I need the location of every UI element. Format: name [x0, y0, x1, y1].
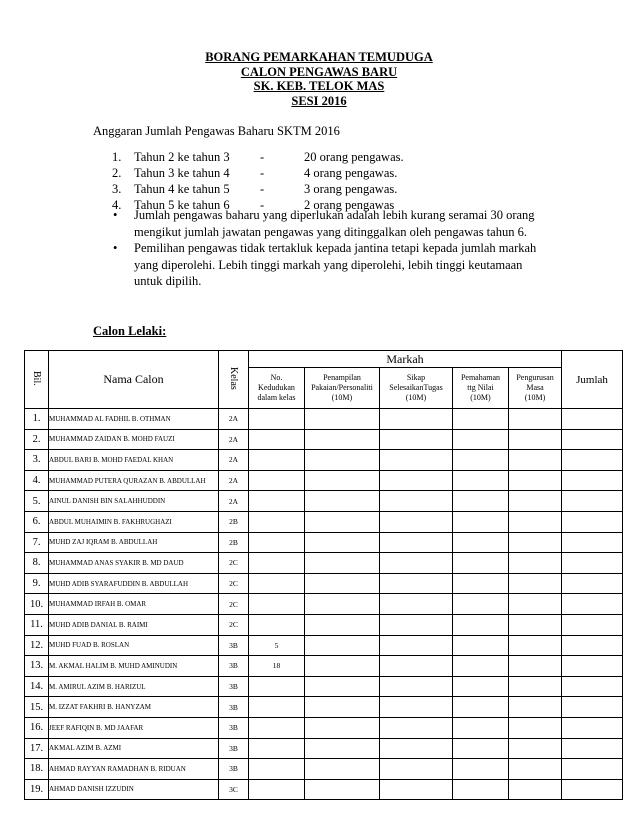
score-kedudukan [249, 429, 305, 450]
score-pemahaman [453, 779, 509, 800]
score-jumlah [562, 553, 623, 574]
candidate-class: 2C [219, 553, 249, 574]
candidate-name: M. AMIRUL AZIM B. HARIZUL [49, 676, 219, 697]
score-pengurusan [509, 573, 562, 594]
row-number: 2. [25, 429, 49, 450]
score-pemahaman [453, 409, 509, 430]
document-title [0, 50, 638, 108]
candidate-class: 2A [219, 450, 249, 471]
candidate-name: M. IZZAT FAKHRI B. HANYZAM [49, 697, 219, 718]
row-number: 16. [25, 717, 49, 738]
score-jumlah [562, 511, 623, 532]
candidate-name: AINUL DANISH BIN SALAHHUDDIN [49, 491, 219, 512]
candidate-name: AHMAD RAYYAN RAMADHAN B. RIDUAN [49, 759, 219, 780]
table-row [25, 614, 623, 635]
score-pemahaman [453, 573, 509, 594]
score-penampilan [305, 676, 380, 697]
score-jumlah [562, 697, 623, 718]
score-pengurusan [509, 635, 562, 656]
title-line-2: CALON PENGAWAS BARU [240, 64, 398, 79]
bullet-icon: • [113, 208, 118, 222]
score-pemahaman [453, 635, 509, 656]
candidate-class: 2A [219, 409, 249, 430]
table-row [25, 759, 623, 780]
row-number: 7. [25, 532, 49, 553]
title-line-3: SK. KEB. TELOK MAS [253, 79, 385, 93]
score-kedudukan [249, 779, 305, 800]
table-row [25, 738, 623, 759]
candidate-name: MUHAMMAD AL FADHIL B. OTHMAN [49, 409, 219, 430]
candidate-class: 2C [219, 594, 249, 615]
table-row [25, 594, 623, 615]
score-kedudukan [249, 450, 305, 471]
score-jumlah [562, 594, 623, 615]
score-jumlah [562, 573, 623, 594]
score-pemahaman [453, 450, 509, 471]
candidate-name: MUHD ZAJ IQRAM B. ABDULLAH [49, 532, 219, 553]
candidate-class: 2B [219, 511, 249, 532]
score-sikap [380, 594, 453, 615]
score-pemahaman [453, 429, 509, 450]
score-penampilan [305, 429, 380, 450]
score-pemahaman [453, 594, 509, 615]
row-number: 19. [25, 779, 49, 800]
score-pemahaman [453, 614, 509, 635]
table-row [25, 553, 623, 574]
score-sikap [380, 409, 453, 430]
row-number: 12. [25, 635, 49, 656]
header-pengurusan: Pengurusan Masa (10M) [509, 368, 562, 409]
score-pengurusan [509, 676, 562, 697]
score-jumlah [562, 470, 623, 491]
score-penampilan [305, 450, 380, 471]
table-row [25, 532, 623, 553]
candidate-name: MUHD ADIB DANIAL B. RAIMI [49, 614, 219, 635]
candidate-name: MUHAMMAD ZAIDAN B. MOHD FAUZI [49, 429, 219, 450]
score-jumlah [562, 656, 623, 677]
score-penampilan [305, 594, 380, 615]
score-kedudukan [249, 409, 305, 430]
score-kedudukan [249, 697, 305, 718]
table-row [25, 429, 623, 450]
score-pemahaman [453, 656, 509, 677]
row-number: 5. [25, 491, 49, 512]
candidate-class: 3B [219, 717, 249, 738]
table-row [25, 409, 623, 430]
score-penampilan [305, 779, 380, 800]
score-table [24, 350, 623, 800]
candidate-class: 3B [219, 759, 249, 780]
score-sikap [380, 511, 453, 532]
score-pemahaman [453, 470, 509, 491]
row-number: 11. [25, 614, 49, 635]
intro-text: Anggaran Jumlah Pengawas Baharu SKTM 2016 [93, 124, 340, 138]
score-sikap [380, 656, 453, 677]
score-penampilan [305, 511, 380, 532]
score-penampilan [305, 635, 380, 656]
score-sikap [380, 738, 453, 759]
table-row [25, 676, 623, 697]
row-number: 17. [25, 738, 49, 759]
score-penampilan [305, 573, 380, 594]
score-penampilan [305, 470, 380, 491]
score-sikap [380, 470, 453, 491]
score-pengurusan [509, 717, 562, 738]
candidate-class: 2C [219, 614, 249, 635]
score-pengurusan [509, 532, 562, 553]
table-row [25, 491, 623, 512]
table-row [25, 450, 623, 471]
score-pemahaman [453, 511, 509, 532]
score-pengurusan [509, 697, 562, 718]
score-pengurusan [509, 511, 562, 532]
candidate-name: AHMAD DANISH IZZUDIN [49, 779, 219, 800]
table-row [25, 697, 623, 718]
score-penampilan [305, 553, 380, 574]
header-kelas: Kelas [219, 351, 249, 409]
candidate-name: ABDUL BARI B. MOHD FAEDAL KHAN [49, 450, 219, 471]
score-penampilan [305, 491, 380, 512]
candidate-name: MUHAMMAD ANAS SYAKIR B. MD DAUD [49, 553, 219, 574]
candidate-name: MUHD FUAD B. ROSLAN [49, 635, 219, 656]
candidate-class: 2A [219, 491, 249, 512]
score-sikap [380, 532, 453, 553]
score-jumlah [562, 450, 623, 471]
row-number: 3. [25, 450, 49, 471]
row-number: 18. [25, 759, 49, 780]
header-nama-calon: Nama Calon [49, 351, 219, 409]
header-penampilan: Penampilan Pakaian/Personaliti (10M) [305, 368, 380, 409]
title-line-4: SESI 2016 [291, 93, 347, 108]
score-penampilan [305, 738, 380, 759]
score-pengurusan [509, 779, 562, 800]
score-jumlah [562, 759, 623, 780]
score-penampilan [305, 409, 380, 430]
score-pemahaman [453, 491, 509, 512]
candidate-name: MUHAMMAD IRFAH B. OMAR [49, 594, 219, 615]
score-pengurusan [509, 738, 562, 759]
score-kedudukan [249, 594, 305, 615]
score-kedudukan [249, 470, 305, 491]
score-jumlah [562, 409, 623, 430]
title-line-1: BORANG PEMARKAHAN TEMUDUGA [205, 50, 433, 64]
score-pemahaman [453, 553, 509, 574]
table-row [25, 717, 623, 738]
bullet-icon: • [113, 241, 118, 255]
score-pengurusan [509, 491, 562, 512]
score-jumlah [562, 779, 623, 800]
table-row [25, 779, 623, 800]
score-jumlah [562, 614, 623, 635]
score-sikap [380, 573, 453, 594]
score-pengurusan [509, 759, 562, 780]
score-sikap [380, 759, 453, 780]
score-pengurusan [509, 614, 562, 635]
score-penampilan [305, 697, 380, 718]
header-sikap: Sikap SelesaikanTugas (10M) [380, 368, 453, 409]
score-kedudukan [249, 491, 305, 512]
candidate-name: M. AKMAL HALIM B. MUHD AMINUDIN [49, 656, 219, 677]
score-penampilan [305, 532, 380, 553]
score-kedudukan [249, 738, 305, 759]
score-pengurusan [509, 450, 562, 471]
score-kedudukan [249, 532, 305, 553]
score-kedudukan: 18 [249, 656, 305, 677]
score-pemahaman [453, 738, 509, 759]
score-kedudukan [249, 676, 305, 697]
score-pengurusan [509, 594, 562, 615]
score-pemahaman [453, 697, 509, 718]
score-sikap [380, 676, 453, 697]
score-penampilan [305, 759, 380, 780]
score-sikap [380, 450, 453, 471]
candidate-class: 3B [219, 635, 249, 656]
row-number: 10. [25, 594, 49, 615]
score-pengurusan [509, 553, 562, 574]
score-sikap [380, 697, 453, 718]
score-sikap [380, 635, 453, 656]
table-row [25, 635, 623, 656]
table-row [25, 511, 623, 532]
score-jumlah [562, 676, 623, 697]
score-penampilan [305, 717, 380, 738]
header-pemahaman: Pemahaman ttg Nilai (10M) [453, 368, 509, 409]
score-sikap [380, 614, 453, 635]
header-markah: Markah [249, 351, 562, 368]
candidate-class: 2A [219, 429, 249, 450]
score-jumlah [562, 738, 623, 759]
candidate-class: 3B [219, 676, 249, 697]
candidate-class: 3B [219, 697, 249, 718]
candidate-class: 3B [219, 738, 249, 759]
score-jumlah [562, 491, 623, 512]
score-pemahaman [453, 676, 509, 697]
score-pemahaman [453, 532, 509, 553]
score-pengurusan [509, 656, 562, 677]
row-number: 15. [25, 697, 49, 718]
document-page: BORANG PEMARKAHAN TEMUDUGA CALON PENGAWAS BARU SK. KEB. TELOK MAS SESI 2016 Anggaran Jumlah Pengawas Baharu SKTM 2016 1. Tahun 2 ke tahun 3 - 20 orang pengawas. 2. Tahun 3 ke tahun 4 - 4 orang pengawas. 3. Tahun 4 ke tahun 5 - 3 orang pengawas. 4. Tahun 5 ke tahun 6 - 2 orang pengawas • Jumlah pengawas baharu yang diperlukan adalah lebih kurang seramai 30 orang mengikut jumlah jawatan pengawas yang ditinggalkan oleh pengawas tahun 6. • Pemilihan pengawas tidak tertakluk kepada jantina tetapi kepada jumlah markah yang diperolehi. Lebih tinggi markah yang diperolehi, lebih tinggi keutamaan untuk dipilih. Calon Lelaki: Bil. Nama Calon Kelas Markah Jumlah No. Kedudukan dalam kelas Penampilan Pakaian/Personaliti (10M) Sikap SelesaikanTugas (10M) Pemahaman ttg Nilai (10M) Pengurusan Masa (10M) 1. MUHAMMAD AL FADHIL B. OTHMAN 2A 2. MUHAMMAD ZAIDAN B. MOHD FAUZI 2A 3. ABDUL BARI B. MOHD FAEDAL KHAN 2A 4. MUHAMMAD PUTERA QURAZAN B. ABDULLAH 2A 5. AINUL DANISH BIN SALAHHUDDIN 2A 6. ABDUL MUHAIMIN B. FAKHRUGHAZI 2B 7. MUHD ZAJ IQRAM B. ABDULLAH 2B 8. MUHAMMAD ANAS SYAKIR B. MD DAUD 2C 9. MUHD ADIB SYARAFUDDIN B. ABDULLAH 2C 10. MUHAMMAD IRFAH B. OMAR 2C 11. MUHD ADIB DANIAL B. RAIMI 2C 12. MUHD FUAD B. ROSLAN 3B 5 13. M. AKMAL HALIM B. MUHD AMINUDIN 3B 18 14. M. AMIRUL AZIM B. HARIZUL 3B 15. M. IZZAT FAKHRI B. HANYZAM 3B 16. JEEF RAFIQIN B. MD JAAFAR 3B 17. AKMAL AZIM B. AZMI 3B 18. AHMAD RAYYAN RAMADHAN B. RIDUAN 3B 19. AHMAD DANISH IZZUDIN 3C [0, 0, 638, 826]
score-pemahaman [453, 717, 509, 738]
header-kedudukan: No. Kedudukan dalam kelas [249, 368, 305, 409]
candidate-name: MUHAMMAD PUTERA QURAZAN B. ABDULLAH [49, 470, 219, 491]
note-item: • Jumlah pengawas baharu yang diperlukan adalah lebih kurang seramai 30 orang mengikut jumlah jawatan pengawas yang ditinggalkan oleh pengawas tahun 6. [113, 208, 535, 239]
score-jumlah [562, 717, 623, 738]
candidate-class: 2C [219, 573, 249, 594]
score-sikap [380, 779, 453, 800]
section-heading: Calon Lelaki: [93, 324, 167, 338]
score-kedudukan: 5 [249, 635, 305, 656]
score-kedudukan [249, 717, 305, 738]
score-pengurusan [509, 429, 562, 450]
score-pengurusan [509, 470, 562, 491]
row-number: 9. [25, 573, 49, 594]
row-number: 6. [25, 511, 49, 532]
score-kedudukan [249, 573, 305, 594]
note-item: • Pemilihan pengawas tidak tertakluk kepada jantina tetapi kepada jumlah markah yang diperolehi. Lebih tinggi markah yang diperolehi, lebih tinggi keutamaan untuk dipilih. [113, 241, 537, 288]
score-sikap [380, 491, 453, 512]
row-number: 4. [25, 470, 49, 491]
score-penampilan [305, 614, 380, 635]
table-row [25, 470, 623, 491]
score-jumlah [562, 635, 623, 656]
score-kedudukan [249, 759, 305, 780]
score-pemahaman [453, 759, 509, 780]
candidate-name: ABDUL MUHAIMIN B. FAKHRUGHAZI [49, 511, 219, 532]
score-sikap [380, 553, 453, 574]
header-bil: Bil. [25, 351, 49, 409]
score-jumlah [562, 429, 623, 450]
row-number: 1. [25, 409, 49, 430]
candidate-name: JEEF RAFIQIN B. MD JAAFAR [49, 717, 219, 738]
candidate-class: 2A [219, 470, 249, 491]
score-sikap [380, 717, 453, 738]
header-jumlah: Jumlah [562, 351, 623, 409]
table-row [25, 573, 623, 594]
score-jumlah [562, 532, 623, 553]
score-penampilan [305, 656, 380, 677]
candidate-class: 3B [219, 656, 249, 677]
score-kedudukan [249, 614, 305, 635]
row-number: 8. [25, 553, 49, 574]
score-pengurusan [509, 409, 562, 430]
candidate-class: 2B [219, 532, 249, 553]
row-number: 13. [25, 656, 49, 677]
candidate-name: MUHD ADIB SYARAFUDDIN B. ABDULLAH [49, 573, 219, 594]
candidate-class: 3C [219, 779, 249, 800]
candidate-name: AKMAL AZIM B. AZMI [49, 738, 219, 759]
score-kedudukan [249, 553, 305, 574]
score-sikap [380, 429, 453, 450]
table-row [25, 656, 623, 677]
notes-list [112, 207, 552, 290]
row-number: 14. [25, 676, 49, 697]
score-kedudukan [249, 511, 305, 532]
